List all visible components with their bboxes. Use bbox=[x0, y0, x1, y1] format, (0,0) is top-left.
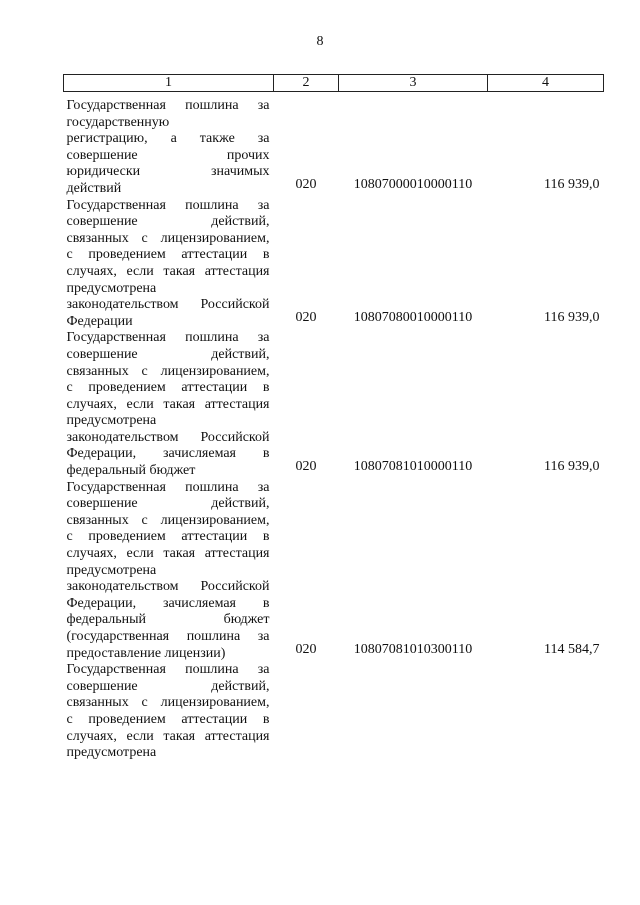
row-code: 020 bbox=[295, 309, 317, 325]
row-code: 020 bbox=[295, 641, 317, 657]
row-name-line: предоставление лицензии) bbox=[66, 645, 226, 661]
row-code bbox=[274, 662, 339, 762]
row-kbk: 10807080010000110 bbox=[353, 309, 473, 325]
row-amount bbox=[488, 662, 604, 762]
row-name bbox=[64, 662, 274, 762]
column-header-2: 2 bbox=[274, 75, 339, 92]
row-amount: 116 939,0 bbox=[544, 176, 600, 192]
row-kbk bbox=[339, 662, 488, 762]
column-header-4: 4 bbox=[488, 75, 604, 92]
row-name bbox=[64, 330, 274, 479]
row-name-line: Федерации, зачисляемая в bbox=[66, 595, 270, 611]
row-name bbox=[64, 198, 274, 331]
table-row bbox=[64, 480, 604, 663]
row-name-line: случаях, если такая аттестация bbox=[66, 546, 270, 562]
table-row bbox=[64, 330, 604, 479]
row-name bbox=[64, 480, 274, 663]
row-name-line: Государственная пошлина за bbox=[66, 197, 270, 213]
row-amount: 116 939,0 bbox=[544, 459, 600, 475]
row-name-line: законодательством Российской bbox=[66, 297, 270, 313]
row-name-line: государственную bbox=[66, 114, 170, 130]
row-name-line: предусмотрена bbox=[66, 562, 157, 578]
row-name-line: связанных с лицензированием, bbox=[66, 695, 270, 711]
row-name-line: предусмотрена bbox=[66, 745, 157, 761]
row-name-line: законодательством Российской bbox=[66, 579, 270, 595]
row-name-line: федеральный бюджет bbox=[66, 463, 196, 479]
row-name-line: с проведением аттестации в bbox=[66, 380, 270, 396]
column-header-1: 1 bbox=[64, 75, 274, 92]
row-name-line: связанных с лицензированием, bbox=[66, 512, 270, 528]
row-kbk: 10807081010300110 bbox=[353, 641, 473, 657]
row-name-line: предусмотрена bbox=[66, 413, 157, 429]
row-kbk: 10807000010000110 bbox=[353, 176, 473, 192]
table-row bbox=[64, 92, 604, 198]
row-name-line: совершение действий, bbox=[66, 678, 270, 694]
row-name-line: действий bbox=[66, 180, 122, 196]
row-name-line: регистрацию, а также за bbox=[66, 131, 270, 147]
page-number: 8 bbox=[316, 34, 324, 49]
row-name-line: связанных с лицензированием, bbox=[66, 363, 270, 379]
row-name-line: федеральный бюджет bbox=[66, 612, 270, 628]
row-name bbox=[64, 92, 274, 198]
budget-table bbox=[63, 74, 604, 762]
row-name-line: с проведением аттестации в bbox=[66, 247, 270, 263]
row-name-line: совершение действий, bbox=[66, 346, 270, 362]
row-amount: 114 584,7 bbox=[544, 641, 600, 657]
row-name-line: с проведением аттестации в bbox=[66, 711, 270, 727]
row-name-line: предусмотрена bbox=[66, 280, 157, 296]
row-name-line: Государственная пошлина за bbox=[66, 98, 270, 113]
row-name-line: совершение действий, bbox=[66, 496, 270, 512]
row-name-line: Федерации, зачисляемая в bbox=[66, 446, 270, 462]
row-kbk: 10807081010000110 bbox=[353, 459, 473, 475]
row-code: 020 bbox=[295, 459, 317, 475]
row-name-line: Федерации bbox=[66, 313, 133, 329]
row-name-line: с проведением аттестации в bbox=[66, 529, 270, 545]
table-row bbox=[64, 662, 604, 762]
row-name-line: совершение действий, bbox=[66, 214, 270, 230]
row-amount: 116 939,0 bbox=[544, 309, 600, 325]
row-name-line: совершение прочих bbox=[66, 147, 270, 163]
row-name-line: законодательством Российской bbox=[66, 429, 270, 445]
row-name-line: Государственная пошлина за bbox=[66, 330, 270, 346]
table-header-row bbox=[64, 75, 604, 92]
row-name-line: юридически значимых bbox=[66, 164, 270, 180]
row-name-line: Государственная пошлина за bbox=[66, 662, 270, 678]
table-row bbox=[64, 198, 604, 331]
column-header-3: 3 bbox=[339, 75, 488, 92]
row-code: 020 bbox=[295, 176, 317, 192]
row-name-line: случаях, если такая аттестация bbox=[66, 396, 270, 412]
row-name-line: Государственная пошлина за bbox=[66, 479, 270, 495]
row-name-line: связанных с лицензированием, bbox=[66, 230, 270, 246]
row-name-line: случаях, если такая аттестация bbox=[66, 728, 270, 744]
row-name-line: случаях, если такая аттестация bbox=[66, 263, 270, 279]
row-name-line: (государственная пошлина за bbox=[66, 629, 270, 644]
